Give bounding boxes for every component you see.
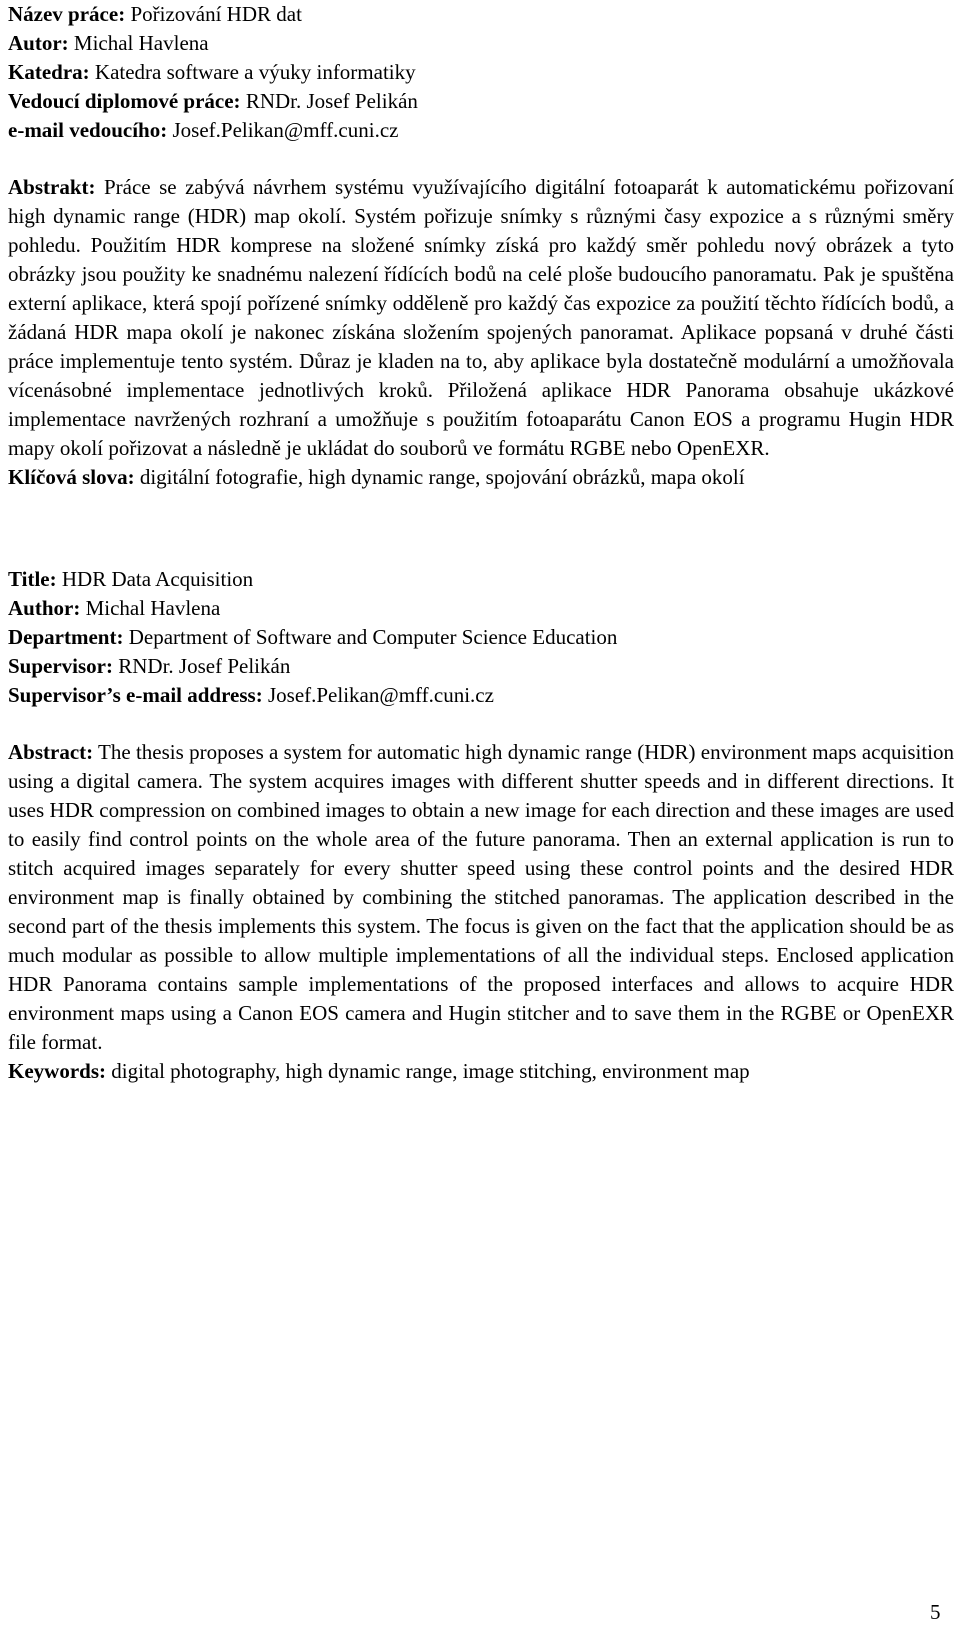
english-email-label: Supervisor’s e-mail address: [8,683,263,707]
czech-keywords-label: Klíčová slova: [8,465,135,489]
english-email-line [8,681,954,710]
czech-email-label: e-mail vedoucího: [8,118,168,142]
english-title-label: Title: [8,567,57,591]
czech-abstract-label: Abstrakt: [8,175,96,199]
czech-department-label: Katedra: [8,60,90,84]
english-keywords-value: digital photography, high dynamic range, image stitching, environment map [106,1059,750,1083]
czech-abstract [8,173,954,463]
english-supervisor-value: RNDr. Josef Pelikán [113,654,291,678]
document-page [8,0,954,1086]
english-department-line [8,623,954,652]
czech-supervisor-value: RNDr. Josef Pelikán [240,89,418,113]
czech-title-label: Název práce: [8,2,126,26]
english-abstract-text: The thesis proposes a system for automatic high dynamic range (HDR) environment maps acquisition using a digital camera. The system acquires images with different shutter speeds and in different directions. It uses HDR compression on combined images to obtain a new image for each direction and these images are used to easily find control points on the whole area of the future panorama. Then an external application is run to stitch acquired images separately for every shutter speed using these control points and the desired HDR environment map is finally obtained by combining the stitched panoramas. The application described in the second part of the thesis implements this system. The focus is given on the fact that the application should be as much modular as possible to allow multiple implementations of all the individual steps. Enclosed application HDR Panorama contains sample implementations of the proposed interfaces and allows to acquire HDR environment maps using a Canon EOS camera and Hugin stitcher and to save them in the RGBE or OpenEXR file format. [8,740,954,1054]
english-supervisor-label: Supervisor: [8,654,113,678]
english-author-value: Michal Havlena [80,596,221,620]
english-title-line [8,565,954,594]
spacer [8,710,954,738]
czech-title-line [8,0,954,29]
english-author-label: Author: [8,596,81,620]
spacer [8,492,954,565]
czech-email-value: Josef.Pelikan@mff.cuni.cz [167,118,399,142]
czech-department-value: Katedra software a výuky informatiky [89,60,416,84]
english-keywords-label: Keywords: [8,1059,106,1083]
czech-author-line [8,29,954,58]
czech-department-line [8,58,954,87]
czech-supervisor-line [8,87,954,116]
czech-abstract-text: Práce se zabývá návrhem systému využívajícího digitální fotoaparát k automatickému pořizovaní high dynamic range (HDR) map okolí. Systém pořizuje snímky s různými časy expozice a s různými směry pohledu. Použitím HDR komprese na složené snímky získá pro každý směr pohledu nový obrázek a tyto obrázky jsou použity ke snadnému nalezení řídících bodů na celé ploše budoucího panoramatu. Pak je spuštěna externí aplikace, která spojí pořízené snímky odděleně pro každý čas expozice za použití těchto řídících bodů, a žádaná HDR mapa okolí je nakonec získána složením spojených panoramat. Aplikace popsaná v druhé části práce implementuje tento systém. Důraz je kladen na to, aby aplikace byla dostatečně modulární a umožňovala vícenásobné implementace jednotlivých kroků. Přiložená aplikace HDR Panorama obsahuje ukázkové implementace navržených rozhraní a umožňuje s použitím fotoaparátu Canon EOS a programu Hugin HDR mapy okolí pořizovat a následně je ukládat do souborů ve formátu RGBE nebo OpenEXR. [8,175,954,460]
english-abstract [8,738,954,1057]
czech-author-label: Autor: [8,31,69,55]
english-author-line [8,594,954,623]
czech-author-value: Michal Havlena [68,31,209,55]
english-abstract-label: Abstract: [8,740,94,764]
czech-keywords-value: digitální fotografie, high dynamic range, spojování obrázků, mapa okolí [134,465,745,489]
english-department-value: Department of Software and Computer Science Education [123,625,618,649]
spacer [8,145,954,173]
page-number: 5 [930,1600,941,1624]
english-email-value: Josef.Pelikan@mff.cuni.cz [262,683,494,707]
czech-email-line [8,116,954,145]
czech-title-value: Pořizování HDR dat [125,2,302,26]
english-supervisor-line [8,652,954,681]
english-title-value: HDR Data Acquisition [56,567,254,591]
czech-keywords-line [8,463,954,492]
english-department-label: Department: [8,625,124,649]
english-keywords-line [8,1057,954,1086]
czech-supervisor-label: Vedoucí diplomové práce: [8,89,241,113]
